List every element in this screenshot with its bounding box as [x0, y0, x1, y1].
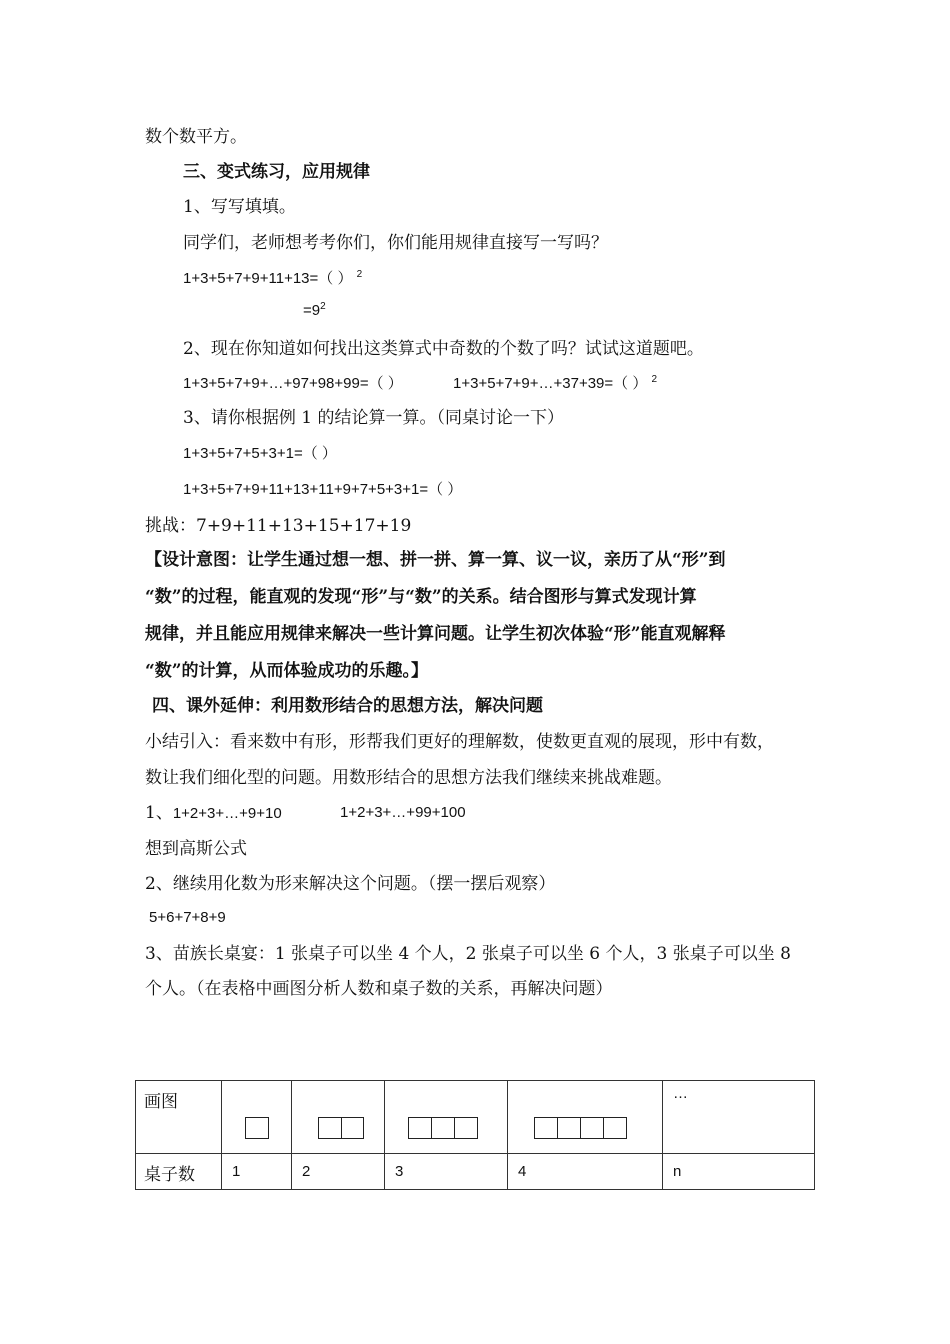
- table-cell: [222, 1081, 292, 1154]
- tables-table: [135, 1080, 815, 1190]
- table-cell: [508, 1154, 663, 1190]
- text-line: 小结引入：看来数中有形，形帮我们更好的理解数，使数更直观的展现，形中有数，: [145, 732, 774, 752]
- table-cell: [385, 1081, 508, 1154]
- design-intent: “数”的计算，从而体验成功的乐趣。】: [145, 661, 429, 681]
- table-cell: [508, 1081, 663, 1154]
- text-line: 数个数平方。: [145, 127, 247, 147]
- problem-number: 1、: [145, 803, 173, 823]
- table-drawing-4: [534, 1117, 627, 1139]
- table-row: [136, 1081, 815, 1154]
- table-row: [136, 1154, 815, 1190]
- text-line: 2、继续用化数为形来解决这个问题。（摆一摆后观察）: [145, 874, 556, 894]
- text-line: 同学们，老师想考考你们，你们能用规律直接写一写吗？: [183, 233, 608, 253]
- text-line: 2、现在你知道如何找出这类算式中奇数的个数了吗？试试这道题吧。: [183, 339, 704, 359]
- design-intent: “数”的过程，能直观的发现“形”与“数”的关系。结合图形与算式发现计算: [145, 587, 697, 607]
- table-drawing-1: [245, 1117, 269, 1139]
- table-cell: [136, 1081, 222, 1154]
- equation: 1+2+3+…+9+10: [172, 805, 282, 822]
- equation: 5+6+7+8+9: [149, 909, 226, 926]
- table-drawing-3: [408, 1117, 478, 1139]
- text-line: 1、写写填填。: [183, 197, 296, 217]
- exponent: 2: [356, 269, 363, 280]
- table-count: 2: [302, 1163, 311, 1180]
- equation: 1+3+5+7+5+3+1=（ ）: [183, 445, 337, 462]
- text-line: 3、苗族长桌宴：1 张桌子可以坐 4 个人，2 张桌子可以坐 6 个人，3 张桌子可以坐 8: [145, 944, 791, 964]
- equation: 1+3+5+7+9+11+13+11+9+7+5+3+1=（ ）: [183, 481, 463, 498]
- ellipsis: …: [673, 1085, 688, 1102]
- table-cell: [385, 1154, 508, 1190]
- exponent: 2: [320, 301, 326, 312]
- table-cell: [663, 1154, 815, 1190]
- equation: 1+3+5+7+9+…+97+98+99=（ ）: [183, 375, 403, 392]
- equation: 1+2+3+…+99+100: [340, 804, 466, 821]
- equation-text: 1+3+5+7+9+11+13=（ ）: [183, 270, 353, 287]
- table-count: n: [673, 1163, 682, 1180]
- row-label: 画图: [144, 1092, 178, 1112]
- table-cell: [292, 1154, 385, 1190]
- table-count: 3: [395, 1163, 404, 1180]
- table-count: 4: [518, 1163, 527, 1180]
- section-heading: 四、课外延伸：利用数形结合的思想方法，解决问题: [152, 696, 543, 716]
- challenge-line: 挑战：7+9+11+13+15+17+19: [145, 516, 412, 536]
- table-drawing-2: [318, 1117, 364, 1139]
- equation-text: 1+3+5+7+9+…+37+39=（ ）: [453, 375, 648, 392]
- equation-text: =9: [303, 302, 321, 319]
- row-label: 桌子数: [144, 1165, 195, 1185]
- table-cell: [136, 1154, 222, 1190]
- equation: [183, 268, 362, 290]
- problem-line: [145, 802, 282, 825]
- design-intent: 规律，并且能应用规律来解决一些计算问题。让学生初次体验“形”能直观解释: [145, 624, 726, 644]
- table-cell: [663, 1081, 815, 1154]
- table-count: 1: [232, 1163, 241, 1180]
- text-line: 3、请你根据例 1 的结论算一算。（同桌讨论一下）: [183, 408, 564, 428]
- table-cell: [222, 1154, 292, 1190]
- exponent: 2: [651, 374, 658, 385]
- equation: [303, 300, 326, 322]
- table-cell: [292, 1081, 385, 1154]
- equation: [453, 373, 657, 395]
- design-intent: 【设计意图：让学生通过想一想、拼一拼、算一算、议一议，亲历了从“形”到: [145, 550, 726, 570]
- text-line: 数让我们细化型的问题。用数形结合的思想方法我们继续来挑战难题。: [145, 768, 672, 788]
- text-line: 个人。（在表格中画图分析人数和桌子数的关系，再解决问题）: [145, 979, 613, 999]
- section-heading: 三、变式练习，应用规律: [183, 162, 370, 182]
- text-line: 想到高斯公式: [145, 839, 247, 859]
